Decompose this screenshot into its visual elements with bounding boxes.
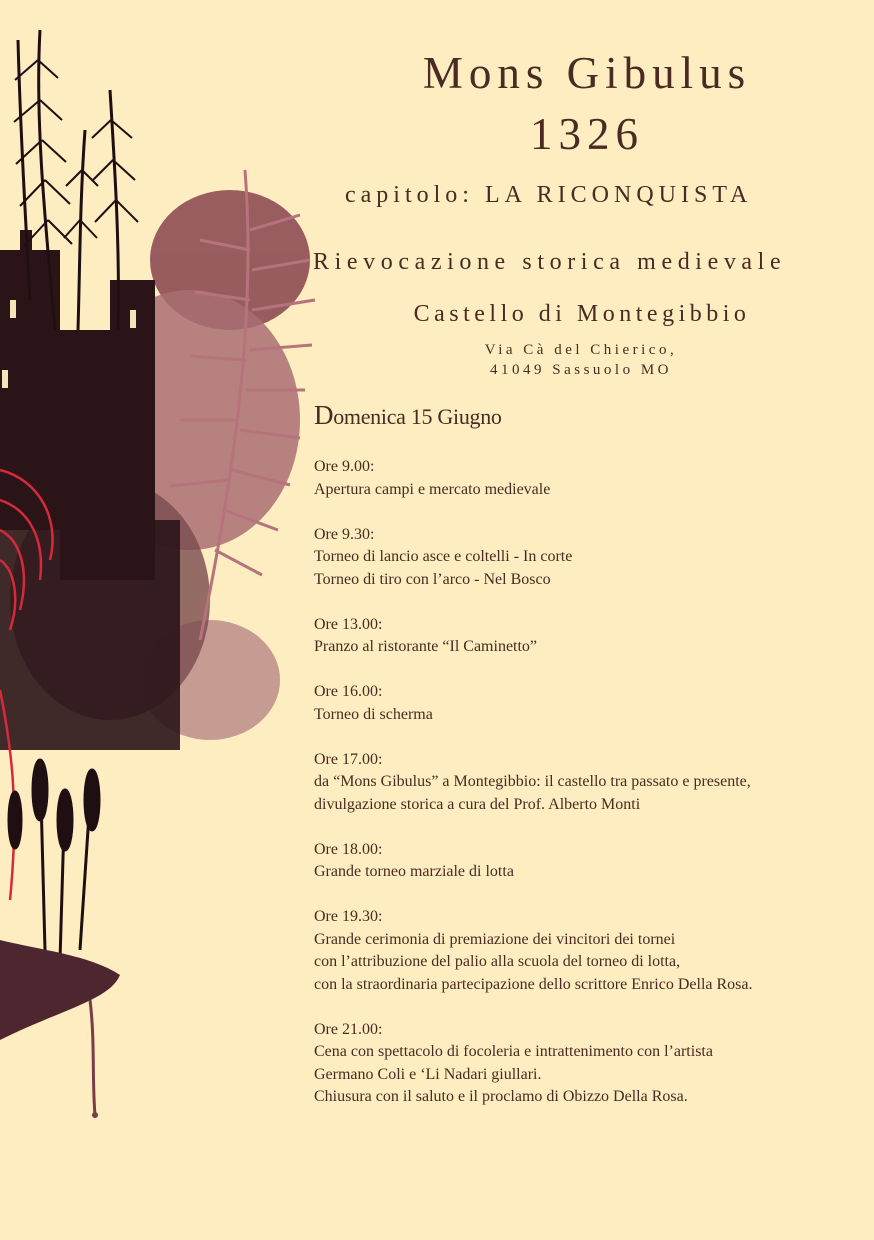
schedule-time: Ore 18.00: bbox=[314, 840, 383, 858]
date-rest: omenica 15 Giugno bbox=[333, 404, 502, 429]
schedule-description-line: con la straordinaria partecipazione dello scrittore Enrico Della Rosa. bbox=[314, 975, 753, 993]
address-line-1: Via Cà del Chierico, bbox=[484, 342, 678, 358]
venue-address bbox=[450, 340, 712, 380]
schedule-description-line: divulgazione storica a cura del Prof. Alberto Monti bbox=[314, 795, 641, 813]
schedule-description-line: Grande torneo marziale di lotta bbox=[314, 863, 514, 880]
schedule-time: Ore 16.00: bbox=[314, 683, 383, 700]
schedule-time: Ore 9.00: bbox=[314, 458, 375, 475]
schedule-time: Ore 17.00: bbox=[314, 750, 383, 768]
schedule-item bbox=[314, 681, 854, 726]
castle-plants-illustration bbox=[0, 0, 340, 1140]
schedule-time: Ore 21.00: bbox=[314, 1020, 383, 1038]
venue-name: Castello di Montegibbio bbox=[413, 301, 751, 327]
schedule-description-line: Grande cerimonia di premiazione dei vincitori dei tornei bbox=[314, 930, 676, 948]
schedule-item bbox=[314, 456, 854, 501]
schedule-description-line: Chiusura con il saluto e il proclamo di Obizzo Della Rosa. bbox=[314, 1088, 688, 1105]
schedule-list bbox=[314, 456, 854, 1131]
schedule-description-line: Cena con spettacolo di focoleria e intrattenimento con l’artista bbox=[314, 1043, 713, 1060]
schedule-item bbox=[314, 614, 854, 659]
schedule-description-line: Pranzo al ristorante “Il Caminetto” bbox=[314, 638, 538, 655]
schedule-time: Ore 13.00: bbox=[314, 615, 383, 633]
address-line-2: 41049 Sassuolo MO bbox=[489, 362, 672, 378]
event-date bbox=[314, 400, 502, 431]
schedule-item bbox=[314, 1019, 854, 1109]
schedule-description-line: Torneo di scherma bbox=[314, 705, 433, 723]
fern-leaflets bbox=[14, 60, 138, 246]
chapter-title: capitolo: LA RICONQUISTA bbox=[345, 182, 753, 208]
event-year: 1326 bbox=[530, 109, 644, 159]
schedule-description-line: con l’attribuzione del palio alla scuola del torneo di lotta, bbox=[314, 953, 681, 970]
event-subtitle: Rievocazione storica medievale bbox=[313, 249, 787, 275]
schedule-time: Ore 19.30: bbox=[314, 908, 383, 925]
schedule-item bbox=[314, 524, 854, 592]
schedule-item bbox=[314, 906, 854, 996]
date-initial: D bbox=[314, 400, 334, 430]
wheat-stalks bbox=[9, 760, 99, 960]
ground-wash bbox=[0, 940, 120, 1118]
castle-silhouette bbox=[0, 230, 180, 750]
schedule-item bbox=[314, 839, 854, 884]
schedule-time: Ore 9.30: bbox=[314, 525, 375, 543]
schedule-item bbox=[314, 749, 854, 817]
schedule-description-line: Torneo di lancio asce e coltelli - In corte bbox=[314, 548, 573, 565]
schedule-description-line: Torneo di tiro con l’arco - Nel Bosco bbox=[314, 570, 551, 588]
event-title: Mons Gibulus bbox=[422, 48, 752, 98]
schedule-description-line: da “Mons Gibulus” a Montegibbio: il castello tra passato e presente, bbox=[314, 773, 751, 790]
schedule-description-line: Germano Coli e ‘Li Nadari giullari. bbox=[314, 1065, 542, 1083]
schedule-description-line: Apertura campi e mercato medievale bbox=[314, 480, 551, 498]
